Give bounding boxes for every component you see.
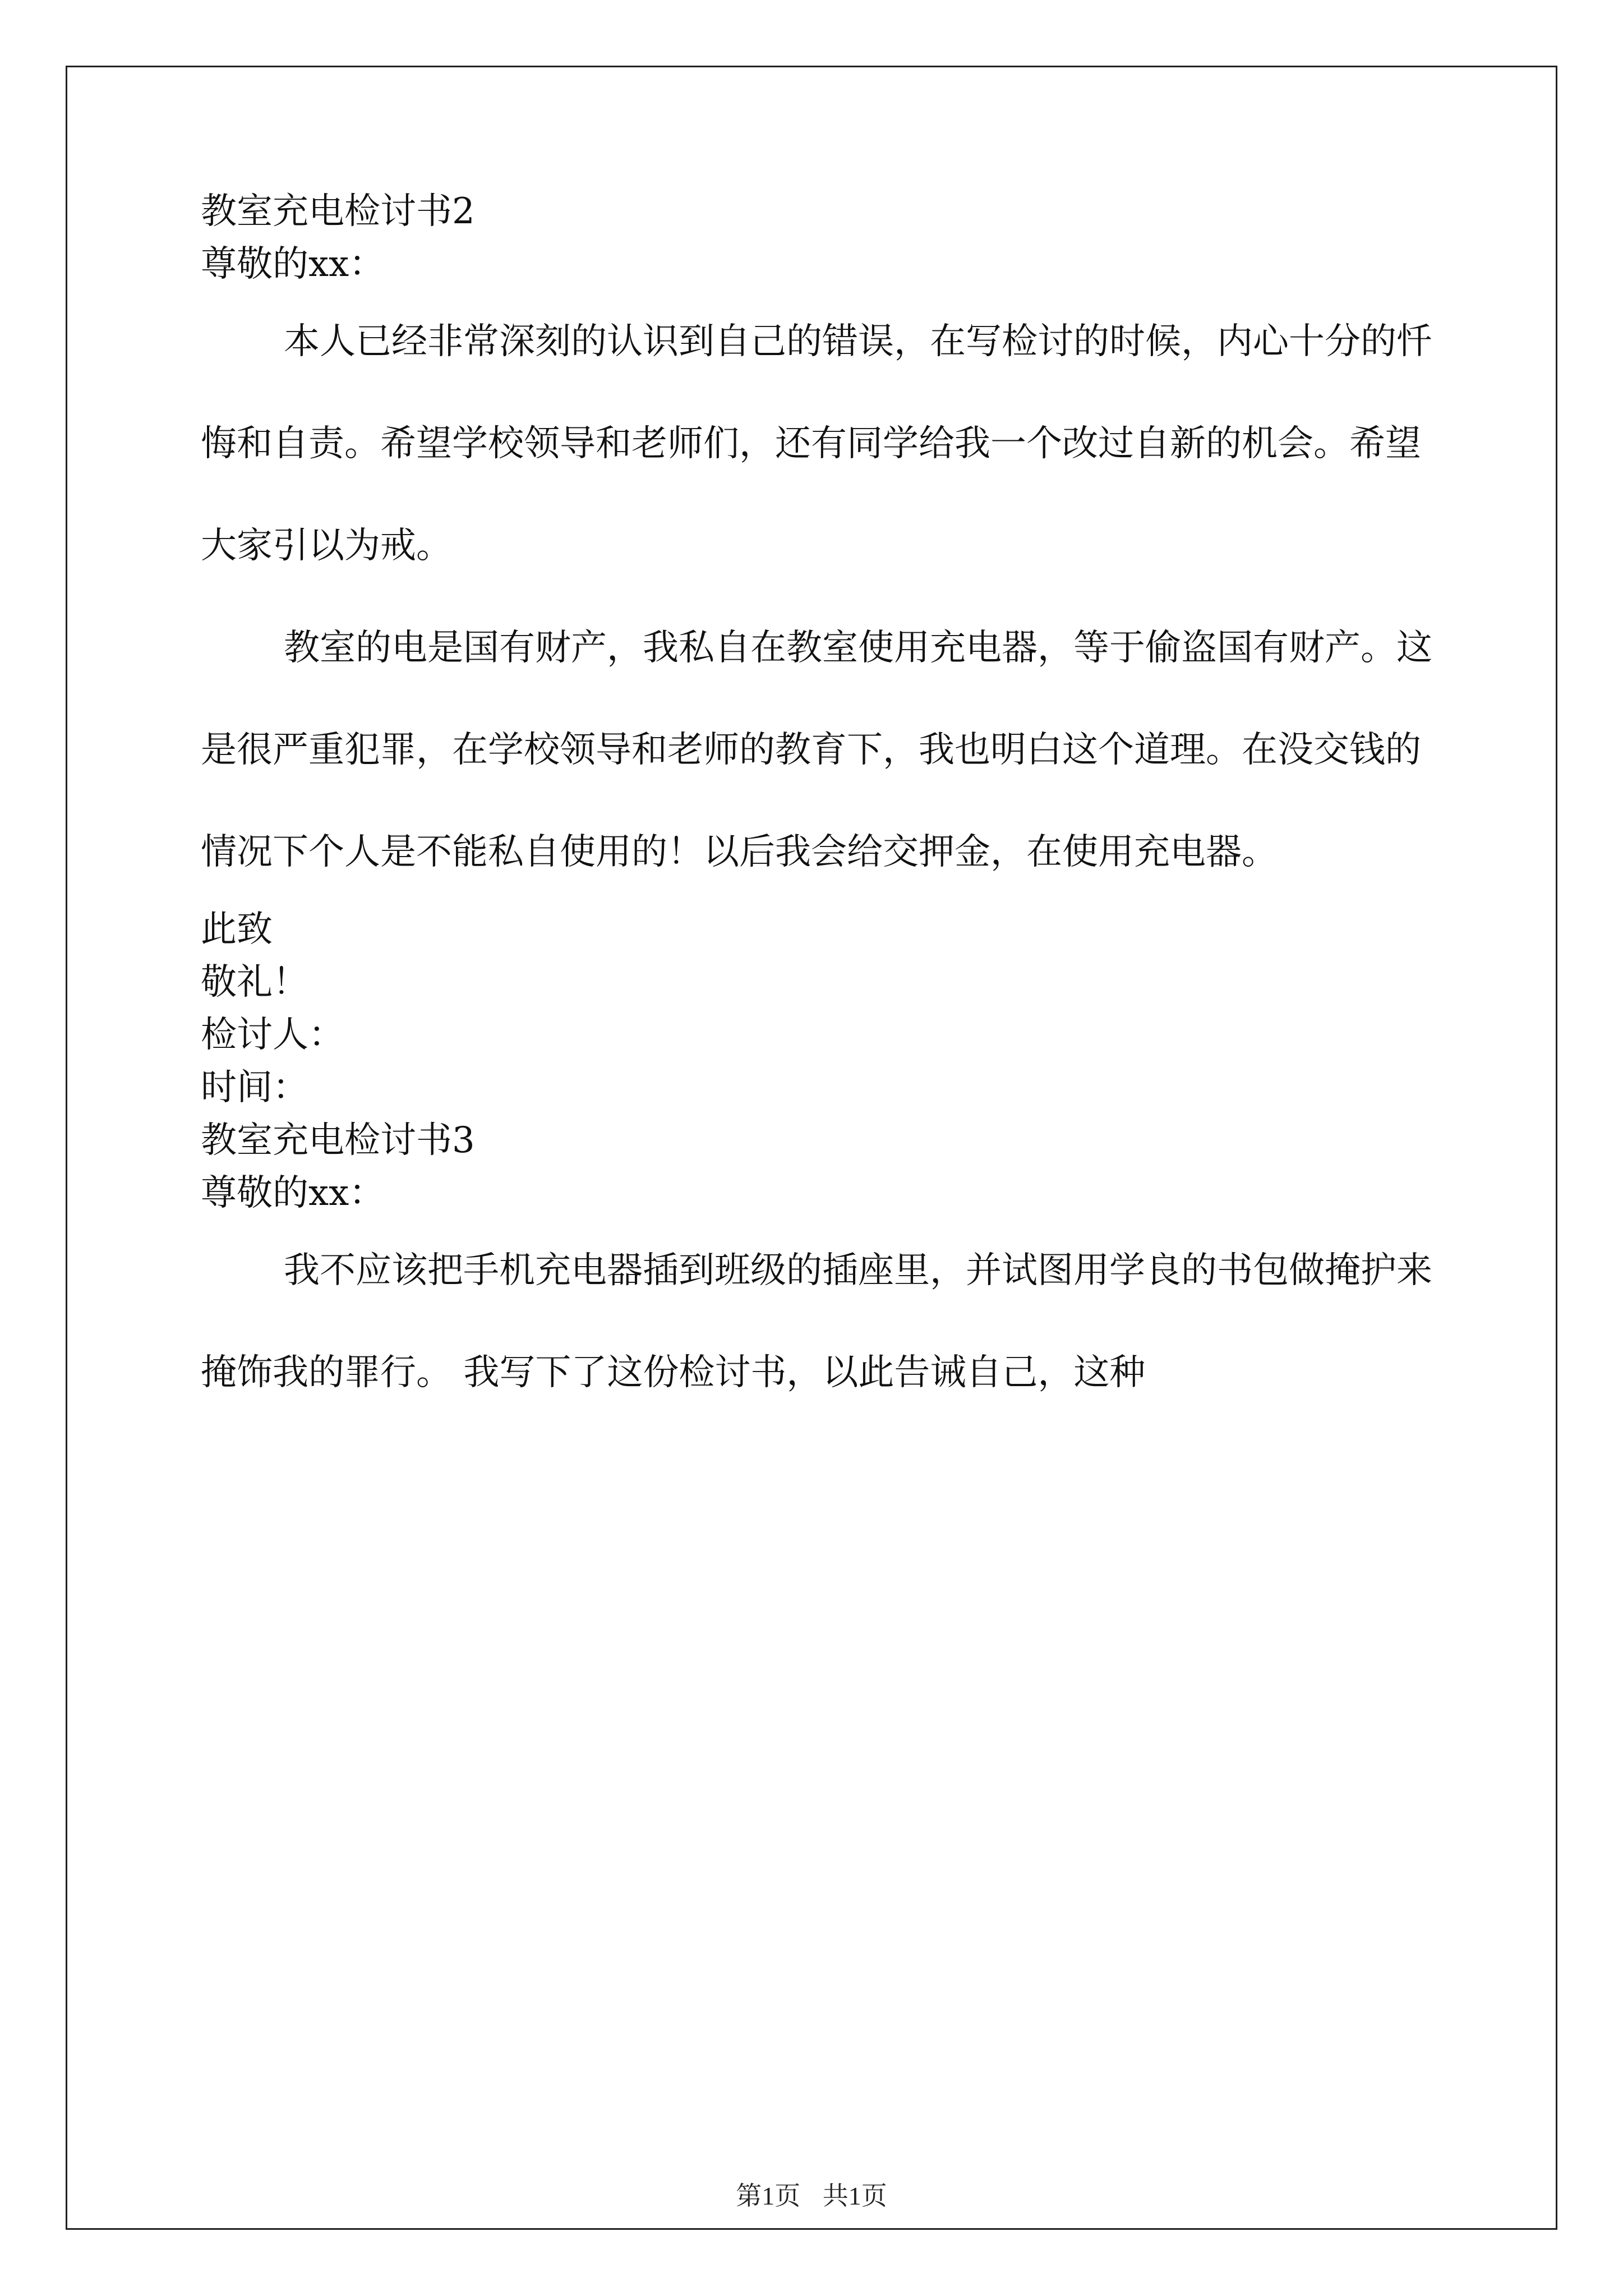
page-footer bbox=[0, 2175, 1623, 2212]
section2-salutation: 尊敬的xx： bbox=[201, 243, 385, 285]
section2-signer-label: 检讨人： bbox=[201, 1014, 344, 1056]
section3-salutation: 尊敬的xx： bbox=[201, 1172, 385, 1214]
section2-paragraph-2: 教室的电是国有财产，我私自在教室使用充电器，等于偷盗国有财产。这是很严重犯罪，在学校领导和老师的教育下，我也明白这个道理。在没交钱的情况下个人是不能私自使用的！以后我会给交押金，在使用充电器。 bbox=[201, 627, 1432, 873]
page-number-total: 共1页 bbox=[822, 2182, 887, 2210]
section2-closing: 此致 bbox=[201, 909, 273, 950]
document-body bbox=[201, 185, 1440, 1424]
section3-title: 教室充电检讨书3 bbox=[201, 1120, 475, 1161]
section2-date-label: 时间： bbox=[201, 1067, 308, 1108]
page-number-current: 第1页 bbox=[736, 2182, 801, 2210]
section2-title: 教室充电检讨书2 bbox=[201, 191, 475, 232]
section2-paragraph-1: 本人已经非常深刻的认识到自己的错误，在写检讨的时候，内心十分的忏悔和自责。希望学校领导和老师们，还有同学给我一个改过自新的机会。希望大家引以为戒。 bbox=[201, 321, 1432, 567]
section3-paragraph-1: 我不应该把手机充电器插到班级的插座里，并试图用学良的书包做掩护来掩饰我的罪行。 我写下了这份检讨书，以此告诫自己，这种 bbox=[201, 1250, 1432, 1393]
section2-regards: 敬礼！ bbox=[201, 961, 308, 1003]
